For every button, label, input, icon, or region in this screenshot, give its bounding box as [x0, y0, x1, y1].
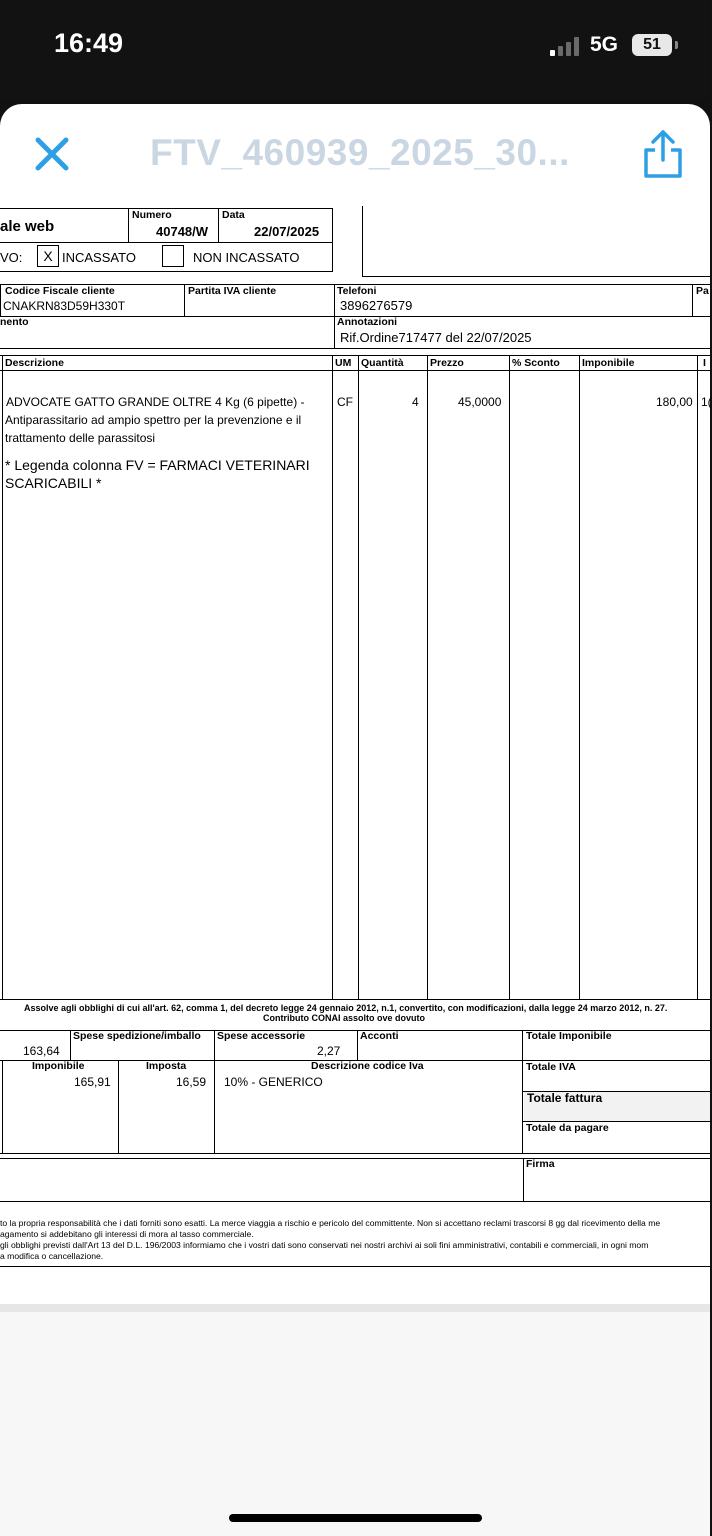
footer-line4: a modifica o cancellazione. [0, 1251, 104, 1261]
incassato-checkbox [37, 245, 59, 267]
partita-iva-label: Partita IVA cliente [188, 285, 277, 297]
item-iva: 1( [701, 395, 712, 409]
incassato-label: INCASSATO [62, 250, 136, 265]
incassato-mark: X [43, 248, 53, 264]
numero-label: Numero [132, 209, 172, 221]
pa-label: Pa [696, 285, 709, 297]
totale-fattura-label: Totale fattura [527, 1091, 603, 1105]
nento-label: nento [0, 316, 29, 328]
item-quantita: 4 [412, 395, 419, 409]
item-um: CF [337, 395, 353, 409]
annotazioni-label: Annotazioni [337, 316, 398, 328]
spese-accessorie-value: 2,27 [317, 1044, 341, 1058]
data-label: Data [222, 209, 245, 221]
battery-nub [675, 41, 678, 49]
col-prezzo: Prezzo [430, 357, 464, 369]
signal-icon [550, 36, 584, 56]
imponibile-value: 165,91 [74, 1075, 111, 1089]
imposta-label: Imposta [146, 1060, 187, 1072]
col-sconto: % Sconto [512, 357, 560, 369]
item-imponibile: 180,00 [656, 395, 693, 409]
legal-line1: Assolve agli obblighi di cui all'art. 62, comma 1, del decreto legge 24 gennaio 2012, n.1, convertito, con modificazioni, dalla legge 24 marzo 2012, n. 27. [24, 1003, 668, 1013]
numero-value: 40748/W [156, 224, 209, 239]
invoice-document [0, 104, 710, 1308]
codice-fiscale-label: Codice Fiscale cliente [5, 285, 115, 297]
imposta-value: 16,59 [176, 1075, 207, 1089]
spese-accessorie-label: Spese accessorie [217, 1030, 306, 1042]
viewer-background [0, 1304, 710, 1536]
totale-imponibile-label: Totale Imponibile [526, 1030, 612, 1042]
status-bar [0, 0, 710, 100]
col-descrizione: Descrizione [5, 357, 64, 369]
footer-line3: gli obblighi previsti dall'Art 13 del D.L. 196/2003 informiamo che i vostri dati sono conservati nei nostri archivi ai soli fini amministrativi, contabili e commerciali, in ogni mom [0, 1240, 649, 1250]
home-indicator[interactable] [229, 1514, 482, 1522]
telefoni-label: Telefoni [337, 285, 377, 297]
legal-line2: Contributo CONAI assolto ove dovuto [263, 1013, 425, 1023]
col-quantita: Quantità [361, 357, 404, 369]
network-label: 5G [590, 33, 619, 56]
item-prezzo: 45,0000 [458, 395, 502, 409]
page-separator [0, 1304, 710, 1312]
spese-spedizione-label: Spese spedizione/imballo [73, 1030, 201, 1042]
document-viewer [0, 104, 710, 1536]
totale-da-pagare-label: Totale da pagare [526, 1122, 609, 1134]
col-iva: I [703, 357, 706, 369]
acconti-label: Acconti [360, 1030, 399, 1042]
codice-fiscale-value: CNAKRN83D59H330T [3, 299, 126, 313]
item-desc-line3: trattamento delle parassitosi [5, 431, 156, 445]
footer-line2: agamento si addebitano gli interessi di mora al tasso commerciale. [0, 1229, 254, 1239]
desc-codice-iva-value: 10% - GENERICO [224, 1075, 323, 1089]
battery-level: 51 [643, 36, 661, 53]
col-imponibile: Imponibile [582, 357, 635, 369]
legend-line2: SCARICABILI * [5, 475, 102, 491]
status-time: 16:49 [54, 28, 124, 58]
telefoni-value: 3896276579 [340, 298, 413, 313]
totale-iva-label: Totale IVA [526, 1061, 576, 1073]
item-desc-line1: ADVOCATE GATTO GRANDE OLTRE 4 Kg (6 pipette) - [6, 395, 305, 409]
non-incassato-checkbox [162, 245, 184, 267]
imponibile-label: Imponibile [32, 1060, 85, 1072]
non-incassato-label: NON INCASSATO [193, 250, 300, 265]
data-value: 22/07/2025 [254, 224, 320, 239]
file-title: FTV_460939_2025_30... [150, 132, 570, 173]
totals-left-value: 163,64 [23, 1044, 60, 1058]
legend-line1: * Legenda colonna FV = FARMACI VETERINARI [5, 457, 310, 473]
item-desc-line2: Antiparassitario ad ampio spettro per la prevenzione e il [5, 413, 302, 427]
footer-line1: to la propria responsabilità che i dati forniti sono esatti. La merce viaggia a rischio e pericolo del committente. Non si accettano reclami trascorsi 8 gg dal ricevimento della me [0, 1218, 661, 1228]
annotazioni-value: Rif.Ordine717477 del 22/07/2025 [340, 330, 532, 345]
partial-label-web: ale web [0, 218, 55, 235]
firma-label: Firma [526, 1158, 555, 1170]
payment-prefix: VO: [0, 250, 23, 265]
col-um: UM [335, 357, 352, 369]
desc-codice-iva-label: Descrizione codice Iva [311, 1060, 424, 1072]
battery-icon [632, 34, 672, 56]
